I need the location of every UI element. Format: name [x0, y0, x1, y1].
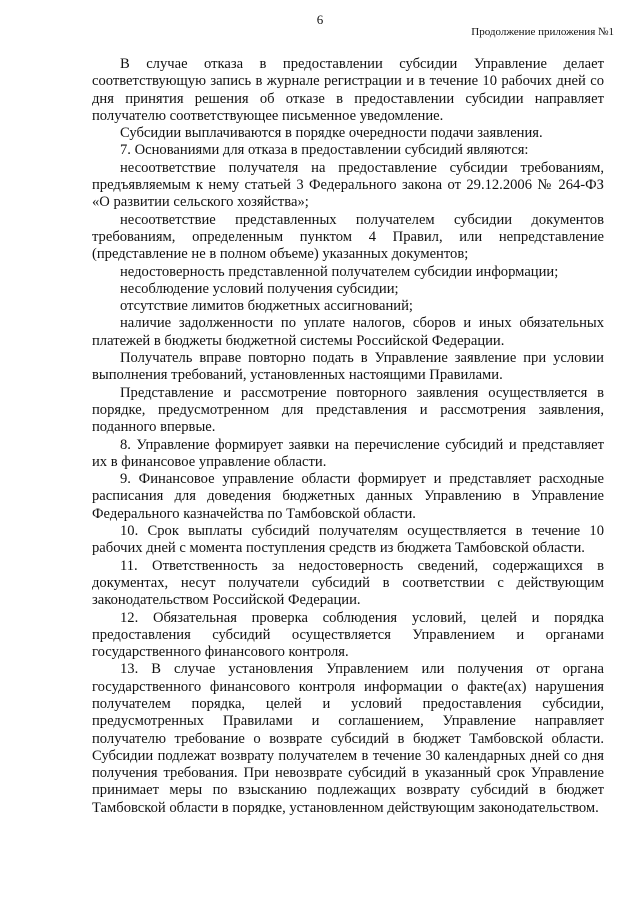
appendix-note: Продолжение приложения №1 [471, 26, 614, 38]
paragraph-item-10: 10. Срок выплаты субсидий получателям осуществляется в течение 10 рабочих дней с момента поступления средств из бюджета Тамбовской области. [92, 523, 604, 557]
paragraph-item-7-ground-1: несоответствие получателя на предоставление субсидии требованиям, предъявляемым к нему статьей 3 Федерального закона от 29.12.2006 № 264-ФЗ «О развитии сельского хозяйства»; [92, 159, 604, 211]
paragraph-item-7-ground-5: отсутствие лимитов бюджетных ассигнований; [120, 298, 413, 315]
paragraph-item-8: 8. Управление формирует заявки на перечисление субсидий и представляет их в финансовое управление области. [92, 436, 604, 470]
paragraph-item-7-ground-3: недостоверность представленной получателем субсидии информации; [120, 263, 559, 280]
paragraph-item-13: 13. В случае установления Управлением или получения от органа государственного финансового контроля информации о факте(ах) нарушения получателем порядка, целей и условий предоставления субсидии, предусмотренных Правилами и соглашением, Управление направляет получателю требование о возврате субсидий в бюджет Тамбовской области. Субсидии подлежат возврату получателем в течение 30 календарных дней со дня получения требования. При невозврате субсидий в указанный срок Управление принимает меры по взысканию подлежащих возврату субсидий в бюджет Тамбовской области в порядке, установленном действующим законодательством. [92, 661, 604, 816]
paragraph-resubmission-review: Представление и рассмотрение повторного заявления осуществляется в порядке, предусмотренном для представления и рассмотрения заявления, поданного впервые. [92, 384, 604, 436]
paragraph-refusal-notice: В случае отказа в предоставлении субсидии Управление делает соответствующую запись в журнале регистрации и в течение 10 рабочих дней со дня принятия решения об отказе в предоставлении субсидии направляет получателю соответствующее письменное уведомление. [92, 56, 604, 124]
paragraph-item-7: 7. Основаниями для отказа в предоставлении субсидий являются: [120, 142, 529, 159]
page-number: 6 [316, 12, 324, 27]
document-body [92, 56, 604, 817]
paragraph-item-7-ground-6: наличие задолженности по уплате налогов, сборов и иных обязательных платежей в бюджеты бюджетной системы Российской Федерации. [92, 315, 604, 349]
paragraph-item-7-ground-2: несоответствие представленных получателем субсидии документов требованиям, определенным пунктом 4 Правил, или непредставление (представление не в полном объеме) указанных документов; [92, 211, 604, 263]
paragraph-item-12: 12. Обязательная проверка соблюдения условий, целей и порядка предоставления субсидий осуществляется Управлением и органами государственного финансового контроля. [92, 609, 604, 661]
paragraph-item-9: 9. Финансовое управление области формирует и представляет расходные расписания для доведения бюджетных данных Управлению в Управление Федерального казначейства по Тамбовской области. [92, 471, 604, 522]
paragraph-resubmission: Получатель вправе повторно подать в Управление заявление при условии выполнения требований, установленных настоящими Правилами. [92, 350, 604, 384]
paragraph-item-11: 11. Ответственность за недостоверность сведений, содержащихся в документах, несут получатели субсидий в соответствии с действующим законодательством Российской Федерации. [92, 557, 604, 609]
paragraph-item-7-ground-4: несоблюдение условий получения субсидии; [120, 280, 399, 297]
paragraph-payment-order: Субсидии выплачиваются в порядке очередности подачи заявления. [120, 125, 543, 142]
